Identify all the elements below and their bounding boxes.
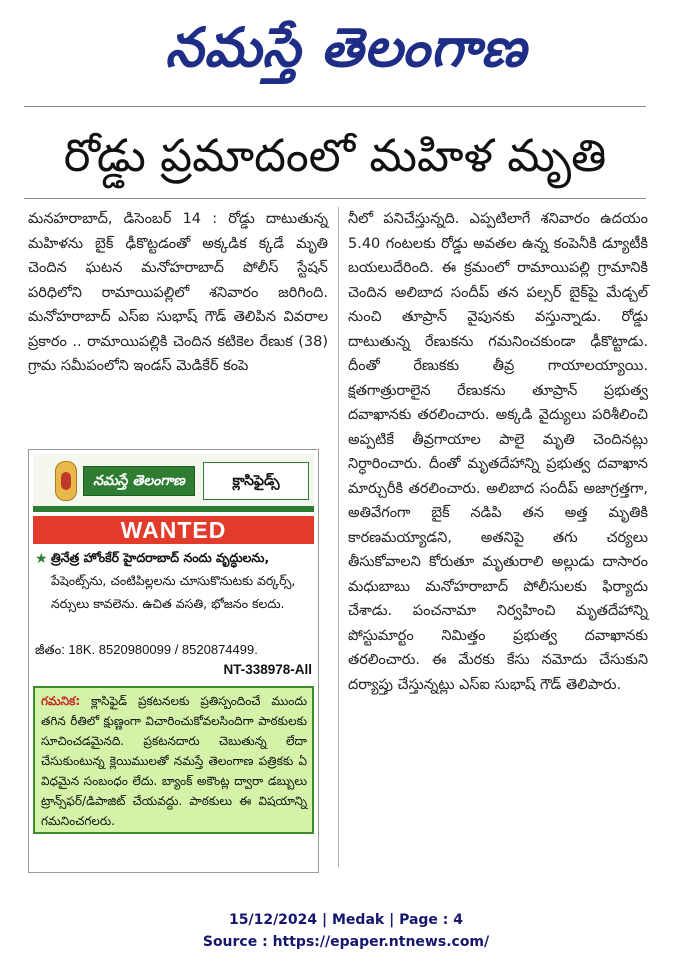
advert-salary: జీతం: 18K. 8520980099 / 8520874499. [35,642,258,657]
advert-stripe [33,506,314,512]
star-icon: ★ [35,551,48,567]
headline-divider [24,198,646,199]
masthead-divider [24,106,646,107]
advert-code: NT-338978-All [223,662,312,677]
advert-banner [33,454,314,506]
advert-brand: నమస్తే తెలంగాణ [83,466,195,496]
wanted-heading: WANTED [33,516,314,544]
advert-body [51,546,313,615]
footer-date-edition: 15/12/2024 | Medak | Page : 4 [228,912,464,928]
article-left-column: మనహరాబాద్, డిసెంబర్ 14 : రోడ్డు దాటుతున్న మహిళను బైక్ ఢీకొట్టడంతో అక్కడిక క్కడే మృతి చెందిన ఘటన మనోహరాబాద్ పోలీస్ స్టేషన్ పరిధిలోని రామాయిపల్లిలో శనివారం జరిగింది. మనోహరాబాద్ ఎస్ఐ సుభాష్ గౌడ్ తెలిపిన వివరాల ప్రకారం .. రామాయిపల్లికి చెందిన కటికెల రేణుక (38) గ్రామ సమీపంలోని ఇండస్ మెడికేర్ కంపె [28,211,328,374]
notice-body [41,691,307,831]
notice-label: గమనిక: [41,694,81,708]
classified-advert [28,449,319,873]
emblem-icon [55,461,77,501]
advert-body-lead: త్రినేత్ర హోంకేర్ హైదరాబాద్ నందు వృద్ధులను, [51,550,270,565]
article-right-column: నీలో పనిచేస్తున్నది. ఎప్పటిలాగే శనివారం ఉదయం 5.40 గంటలకు రోడ్డు అవతల ఉన్న కంపెనీకి డ్యూటీకి బయలుదేరింది. ఈ క్రమంలో రామాయిపల్లి గ్రామానికి చెందిన అలిబాద సందీప్ తన పల్సర్ బైక్‌పై మేడ్చల్ నుంచి తూప్రాన్ వైపునకు వస్తున్నాడు. రోడ్డు దాటుతున్న రేణుకను గమనించకుండా ఢీకొట్టాడు. దీంతో రేణుకకు తీవ్ర గాయాలయ్యాయి. క్షతగాత్రురాలైన రేణుకను తూప్రాన్ ప్రభుత్వ దవాఖానకు తరలించారు. అక్కడి వైద్యులు పరిశీలించి అప్పటికే తీవ్రగాయాల పాలై మృతి చెందినట్లు నిర్ధారించారు. దీంతో మృతదేహాన్ని ప్రభుత్వ దవాఖాన మార్చురీకి తరలించారు. అలిబాద సందీప్ అజాగ్రత్తగా, అతివేగంగా బైక్ నడిపి తన అత్త మృతికి కారణమయ్యాడని, అతనిపై తగు చర్యలు తీసుకోవాలని కోరుతూ మృతురాలి అల్లుడు దాసారం మధుబాబు మనోహరాబాద్ పోలీసులకు ఫిర్యాదు చేశాడు. పంచనామా నిర్వహించి మృతదేహాన్ని పోస్టుమార్టం నిమిత్తం ప్రభుత్వ దవాఖానకు తరలించారు. ఈ మేరకు కేసు నమోదు చేసుకుని దర్యాప్తు చేస్తున్నట్లు ఎస్ఐ సుభాష్ గౌడ్ తెలిపారు. [348,211,648,693]
advert-section-title: క్లాసిఫైడ్స్ [203,462,309,500]
notice-text: క్లాసిఫైడ్ ప్రకటనలకు ప్రతిస్పందించే ముందు తగిన రీతిలో క్షుణ్ణంగా విచారించుకోవలసిందిగా పాఠకులకు సూచించడమైనది. ప్రకటనదారు చెబుతున్న లేదా చేసుకుంటున్న క్లెయిములతో నమస్తే తెలంగాణ పత్రికకు ఏ విధమైన సంబంధం లేదు. బ్యాంక్ అకౌంట్ల ద్వారా డబ్బులు ట్రాన్స్‌ఫర్/డిపాజిట్ చేయవద్దు. పాఠకులు ఈ విషయాన్ని గమనించగలరు. [41,694,307,828]
footer-source: Source : https://epaper.ntnews.com/ [202,934,490,950]
advert-notice [33,686,314,834]
advert-body-rest: పేషెంట్స్‌ను, చంటిపిల్లలను చూసుకొనుటకు వర్కర్స్, నర్సులు కావలెను. ఉచిత వసతి, భోజనం కలదు. [51,573,296,611]
article-headline: రోడ్డు ప్రమాదంలో మహిళ మృతి [63,129,607,182]
newspaper-masthead: నమస్తే తెలంగాణ [165,16,527,79]
column-divider [338,207,339,867]
